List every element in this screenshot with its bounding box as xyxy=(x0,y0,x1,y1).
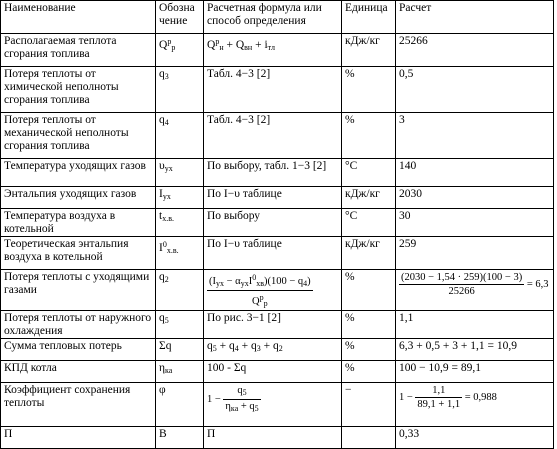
row-name: Потеря теплоты от химической неполноты сгорания топлива xyxy=(1,67,156,113)
row-formula: По выбору xyxy=(204,209,342,237)
row-symbol: $I^0_{х.в.}$ xyxy=(156,237,204,270)
table-row xyxy=(1,187,554,209)
row-calc: 0,5 xyxy=(396,67,554,113)
row-calc: 1 − $\frac{1,1}{89,1 + 1,1}$ = 0,988 xyxy=(396,383,554,427)
table-row xyxy=(1,209,554,237)
row-formula: Табл. 4−3 [2] xyxy=(204,113,342,159)
row-calc: 259 xyxy=(396,237,554,270)
row-name: Энтальпия уходящих газов xyxy=(1,187,156,209)
row-formula: П xyxy=(204,427,342,449)
row-unit: − xyxy=(342,383,396,427)
column-header-unit: Единица xyxy=(342,1,396,34)
table-row xyxy=(1,361,554,383)
row-calc: 0,33 xyxy=(396,427,554,449)
q2-formula-fraction: $\frac{(I_{ух} - \alpha_{ух}I^0_{хв})(100 - q_4)}{Q^р_р}$ xyxy=(209,273,311,308)
row-unit: кДж/кг xyxy=(342,187,396,209)
row-calc: 2030 xyxy=(396,187,554,209)
row-formula: По выбору, табл. 1−3 [2] xyxy=(204,159,342,187)
row-formula xyxy=(204,270,342,311)
table-row xyxy=(1,383,554,427)
row-name: Коэффициент сохранения теплоты xyxy=(1,383,156,427)
row-calc: 1,1 xyxy=(396,311,554,339)
row-name: Потеря теплоты от наружного охлаждения xyxy=(1,311,156,339)
row-symbol: $q_2$ xyxy=(156,270,204,311)
table-row xyxy=(1,237,554,270)
row-formula: 1 − $\frac{q_5}{\eta_{ка} + q_5}$ xyxy=(204,383,342,427)
row-symbol: φ xyxy=(156,383,204,427)
row-calc: 6,3 + 0,5 + 3 + 1,1 = 10,9 xyxy=(396,339,554,361)
row-name: П xyxy=(1,427,156,449)
row-formula: $Q^р_н + Q_{вн} + i_{тл}$ xyxy=(204,34,342,67)
row-symbol: $q_4$ xyxy=(156,113,204,159)
row-unit: % xyxy=(342,361,396,383)
table-row xyxy=(1,34,554,67)
row-name: Сумма тепловых потерь xyxy=(1,339,156,361)
row-formula: Табл. 4−3 [2] xyxy=(204,67,342,113)
table-row xyxy=(1,67,554,113)
column-header-calc: Расчет xyxy=(396,1,554,34)
q2-calc-fraction: $\frac{(2030 - 1,54 \cdot 259)(100 - 3)}{25266}$ xyxy=(401,272,523,297)
row-symbol: В xyxy=(156,427,204,449)
table-row xyxy=(1,311,554,339)
row-unit: кДж/кг xyxy=(342,237,396,270)
row-unit: % xyxy=(342,270,396,311)
row-calc: 140 xyxy=(396,159,554,187)
row-unit: % xyxy=(342,113,396,159)
row-formula: $q_5 + q_4 + q_3 + q_2$ xyxy=(204,339,342,361)
row-name: Температура уходящих газов xyxy=(1,159,156,187)
row-name: Потеря теплоты от механической неполноты сгорания топлива xyxy=(1,113,156,159)
table-row xyxy=(1,427,554,449)
row-unit: % xyxy=(342,67,396,113)
phi-formula-fraction: $\frac{q_5}{\eta_{ка} + q_5}$ xyxy=(225,385,259,413)
row-formula: По I−υ таблице xyxy=(204,187,342,209)
row-unit xyxy=(342,427,396,449)
row-calc: 100 − 10,9 = 89,1 xyxy=(396,361,554,383)
row-calc: 3 xyxy=(396,113,554,159)
row-calc: $\frac{(2030 - 1,54 \cdot 259)(100 - 3)}{25266}$ = 6,3 xyxy=(396,270,554,311)
table-row xyxy=(1,113,554,159)
table-header-row xyxy=(1,1,554,34)
row-symbol: $t_{х.в.}$ xyxy=(156,209,204,237)
row-name: Температура воздуха в котельной xyxy=(1,209,156,237)
row-formula: 100 - Σq xyxy=(204,361,342,383)
row-name: КПД котла xyxy=(1,361,156,383)
table-row xyxy=(1,339,554,361)
column-header-name: Наименование xyxy=(1,1,156,34)
row-symbol: $\eta_{ка}$ xyxy=(156,361,204,383)
row-formula: По I−υ таблице xyxy=(204,237,342,270)
row-symbol: $q_5$ xyxy=(156,311,204,339)
row-name: Располагаемая теплота сгорания топлива xyxy=(1,34,156,67)
column-header-symbol: Обозна чение xyxy=(156,1,204,34)
phi-calc-fraction: $\frac{1,1}{89,1 + 1,1}$ xyxy=(417,385,461,410)
row-calc: 25266 xyxy=(396,34,554,67)
row-calc: 30 xyxy=(396,209,554,237)
row-name: Теоретическая энтальпия воздуха в котельной xyxy=(1,237,156,270)
row-unit: % xyxy=(342,339,396,361)
row-symbol: $\upsilon_{ух}$ xyxy=(156,159,204,187)
row-unit: кДж/кг xyxy=(342,34,396,67)
row-unit: % xyxy=(342,311,396,339)
table-row xyxy=(1,159,554,187)
row-unit: °С xyxy=(342,159,396,187)
row-name: Потеря теплоты с уходящими газами xyxy=(1,270,156,311)
table-row xyxy=(1,270,554,311)
row-symbol: Σq xyxy=(156,339,204,361)
column-header-formula: Расчетная формула или способ определения xyxy=(204,1,342,34)
row-symbol: $q_3$ xyxy=(156,67,204,113)
row-symbol: $I_{ух}$ xyxy=(156,187,204,209)
row-symbol: $Q^р_р$ xyxy=(156,34,204,67)
row-unit: °С xyxy=(342,209,396,237)
row-formula: По рис. 3−1 [2] xyxy=(204,311,342,339)
